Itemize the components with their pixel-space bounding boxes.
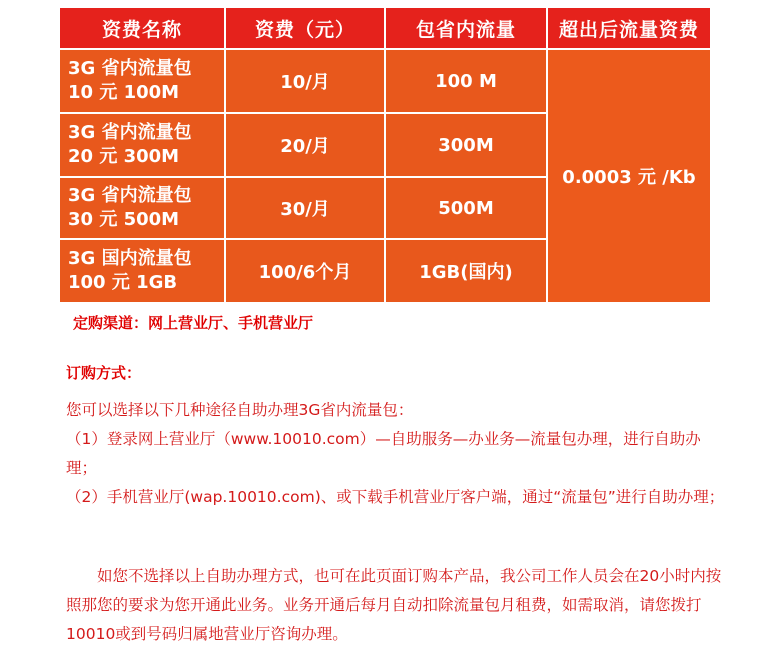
channel-note: 定购渠道：网上营业厅、手机营业厅 [73,314,314,332]
row-3-fee: 30/月 [226,178,384,238]
row-4-name: 3G 国内流量包 100 元 1GB [60,240,224,302]
row-2-fee: 20/月 [226,114,384,176]
row-2-name: 3G 省内流量包 20 元 300M [60,114,224,176]
order-step-1: （1）登录网上营业厅（www.10010.com）—自助服务—办业务—流量包办理，进行自助办理； [66,430,701,477]
order-intro: 您可以选择以下几种途径自助办理3G省内流量包： [66,401,414,419]
bottom-paragraph: 如您不选择以上自助办理方式，也可在此页面订购本产品，我公司工作人员会在20小时内按照那您的要求为您开通此业务。业务开通后每月自动扣除流量包月租费，如需取消，请您拨打10010或到号码归属地营业厅咨询办理。 [66,567,722,643]
tariff-table [60,8,710,302]
row-2-traffic: 300M [386,114,546,176]
row-1-fee: 10/月 [226,50,384,112]
header-name: 资费名称 [60,8,224,48]
header-overage: 超出后流量资费 [548,8,710,48]
row-1-traffic: 100 M [386,50,546,112]
row-4-fee: 100/6个月 [226,240,384,302]
row-3-name: 3G 省内流量包 30 元 500M [60,178,224,238]
order-instructions [66,396,726,512]
header-fee: 资费（元） [226,8,384,48]
overage-fee-cell: 0.0003 元 /Kb [548,50,710,302]
order-step-2: （2）手机营业厅(wap.10010.com)、或下载手机营业厅客户端，通过“流量包”进行自助办理； [66,488,725,506]
row-4-traffic: 1GB(国内) [386,240,546,302]
row-3-traffic: 500M [386,178,546,238]
order-title: 订购方式： [66,364,142,382]
header-traffic: 包省内流量 [386,8,546,48]
row-1-name: 3G 省内流量包 10 元 100M [60,50,224,112]
